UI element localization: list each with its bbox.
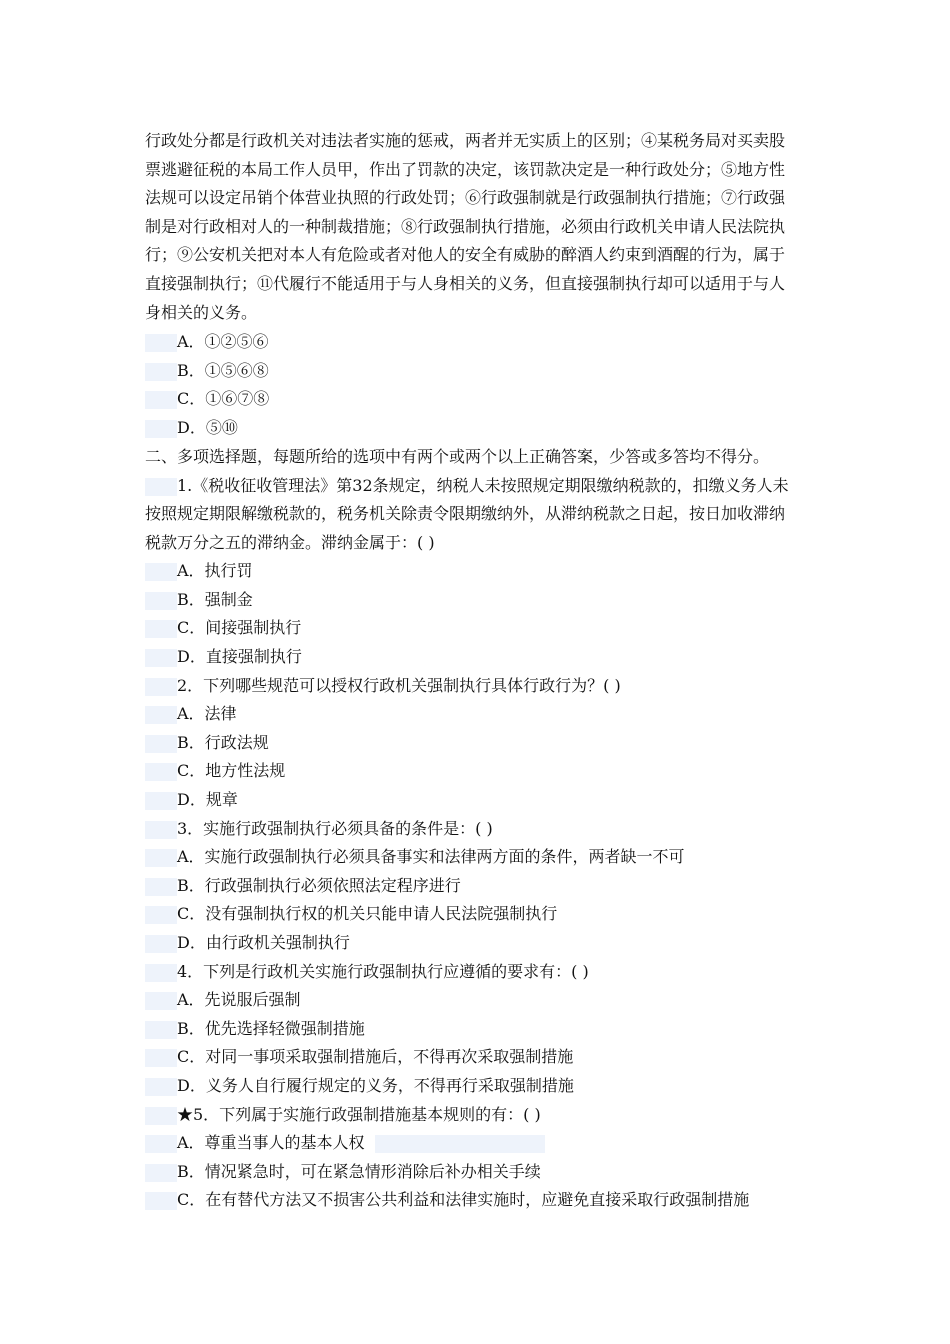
indent-shade [145,706,177,724]
option-text: B．情况紧急时，可在紧急情形消除后补办相关手续 [177,1162,541,1181]
q4-option-c [145,1043,573,1072]
indent-shade [145,420,177,438]
option-text: B．强制金 [177,590,253,609]
q2-option-d [145,786,238,815]
question-text: 4．下列是行政机关实施行政强制执行应遵循的要求有：( ) [177,962,589,981]
indent-shade [145,592,177,610]
indent-shade [145,563,177,581]
option-text: D．直接强制执行 [177,647,302,666]
option-text: A．尊重当事人的基本人权 [177,1133,365,1152]
option-text: D．规章 [177,790,238,809]
intro-line: 直接强制执行；⑪代履行不能适用于与人身相关的义务，但直接强制执行却可以适用于与人 [145,273,786,293]
q1-option-a [145,557,253,586]
option-text: C．在有替代方法又不损害公共利益和法律实施时，应避免直接采取行政强制措施 [177,1190,750,1209]
intro-line: 票逃避征税的本局工作人员甲，作出了罚款的决定，该罚款决定是一种行政处分；⑤地方性 [145,159,786,179]
q1-option-c [145,614,301,643]
indent-shade [145,735,177,753]
question-5 [145,1101,541,1130]
option-text: B．行政强制执行必须依照法定程序进行 [177,876,461,895]
indent-shade [145,935,177,953]
intro-line: 行政处分都是行政机关对违法者实施的惩戒，两者并无实质上的区别；④某税务局对买卖股 [145,131,786,150]
indent-shade [145,763,177,781]
q1-option-b [145,586,253,615]
option-text: B．①⑤⑥⑧ [177,361,269,380]
option-b [145,357,269,386]
option-text: A．实施行政强制执行必须具备事实和法律两方面的条件，两者缺一不可 [177,847,685,866]
question-text: ★5．下列属于实施行政强制措施基本规则的有：( ) [177,1105,541,1124]
option-text: C．地方性法规 [177,761,286,780]
q3-option-a [145,843,685,872]
question-text: 1.《税收征收管理法》第32条规定，纳税人未按照规定期限缴纳税款的，扣缴义务人未 [177,476,789,495]
option-text: C．没有强制执行权的机关只能申请人民法院强制执行 [177,904,558,923]
indent-shade [145,992,177,1010]
indent-shade [145,1192,177,1210]
intro-line: 制是对行政相对人的一种制裁措施；⑧行政强制执行措施，必须由行政机关申请人民法院执 [145,216,786,236]
indent-shade [145,821,177,839]
q5-option-a [145,1129,545,1158]
indent-shade [145,391,177,409]
question-text: 2．下列哪些规范可以授权行政机关强制执行具体行政行为？( ) [177,676,621,695]
indent-shade [145,478,177,496]
option-text: C．①⑥⑦⑧ [177,389,270,408]
indent-shade [145,1078,177,1096]
q3-option-b [145,872,461,901]
question-2 [145,672,621,701]
question-text: 3．实施行政强制执行必须具备的条件是：( ) [177,819,493,838]
q2-option-a [145,700,237,729]
q5-option-c [145,1186,749,1215]
question-4 [145,958,589,987]
indent-shade [145,1049,177,1067]
section-heading-text: 二、多项选择题，每题所给的选项中有两个或两个以上正确答案，少答或多答均不得分。 [145,447,770,466]
indent-shade [145,849,177,867]
indent-shade [145,649,177,667]
option-text: D．⑤⑩ [177,418,238,437]
indent-shade [145,792,177,810]
section-heading [145,443,769,472]
indent-shade [145,363,177,381]
option-text: D．义务人自行履行规定的义务，不得再行采取强制措施 [177,1076,574,1095]
q5-option-b [145,1158,541,1187]
option-text: B．优先选择轻微强制措施 [177,1019,365,1038]
indent-shade [145,964,177,982]
option-text: A．执行罚 [177,561,253,580]
option-text: A．法律 [177,704,237,723]
option-text: A．先说服后强制 [177,990,301,1009]
option-text: A．①②⑤⑥ [177,332,269,351]
option-text: C．对同一事项采取强制措施后，不得再次采取强制措施 [177,1047,574,1066]
option-text: D．由行政机关强制执行 [177,933,350,952]
option-c [145,385,269,414]
q2-option-c [145,757,285,786]
q3-option-d [145,929,350,958]
option-text: B．行政法规 [177,733,269,752]
intro-paragraph [145,127,807,327]
q4-option-d [145,1072,574,1101]
q2-option-b [145,729,269,758]
q1-option-d [145,643,302,672]
option-d [145,414,238,443]
highlight-shade [375,1135,545,1153]
indent-shade [145,906,177,924]
indent-shade [145,1021,177,1039]
intro-line: 法规可以设定吊销个体营业执照的行政处罚；⑥行政强制就是行政强制执行措施；⑦行政强 [145,188,786,208]
option-a [145,328,269,357]
indent-shade [145,878,177,896]
indent-shade [145,1164,177,1182]
question-1-line [145,472,789,501]
question-text: 税款万分之五的滞纳金。滞纳金属于：( ) [145,533,435,552]
q3-option-c [145,900,557,929]
question-1-line [145,500,785,529]
indent-shade [145,1107,177,1125]
question-text: 按照规定期限解缴税款的，税务机关除责令限期缴纳外，从滞纳税款之日起，按日加收滞纳 [145,504,786,523]
indent-shade [145,620,177,638]
q4-option-a [145,986,301,1015]
question-3 [145,815,493,844]
indent-shade [145,1135,177,1153]
indent-shade [145,334,177,352]
q4-option-b [145,1015,365,1044]
question-1-line [145,529,435,558]
intro-line: 身相关的义务。 [145,302,258,322]
indent-shade [145,678,177,696]
option-text: C．间接强制执行 [177,618,302,637]
intro-line: 行；⑨公安机关把对本人有危险或者对他人的安全有威胁的醉酒人约束到酒醒的行为，属于 [145,245,786,265]
